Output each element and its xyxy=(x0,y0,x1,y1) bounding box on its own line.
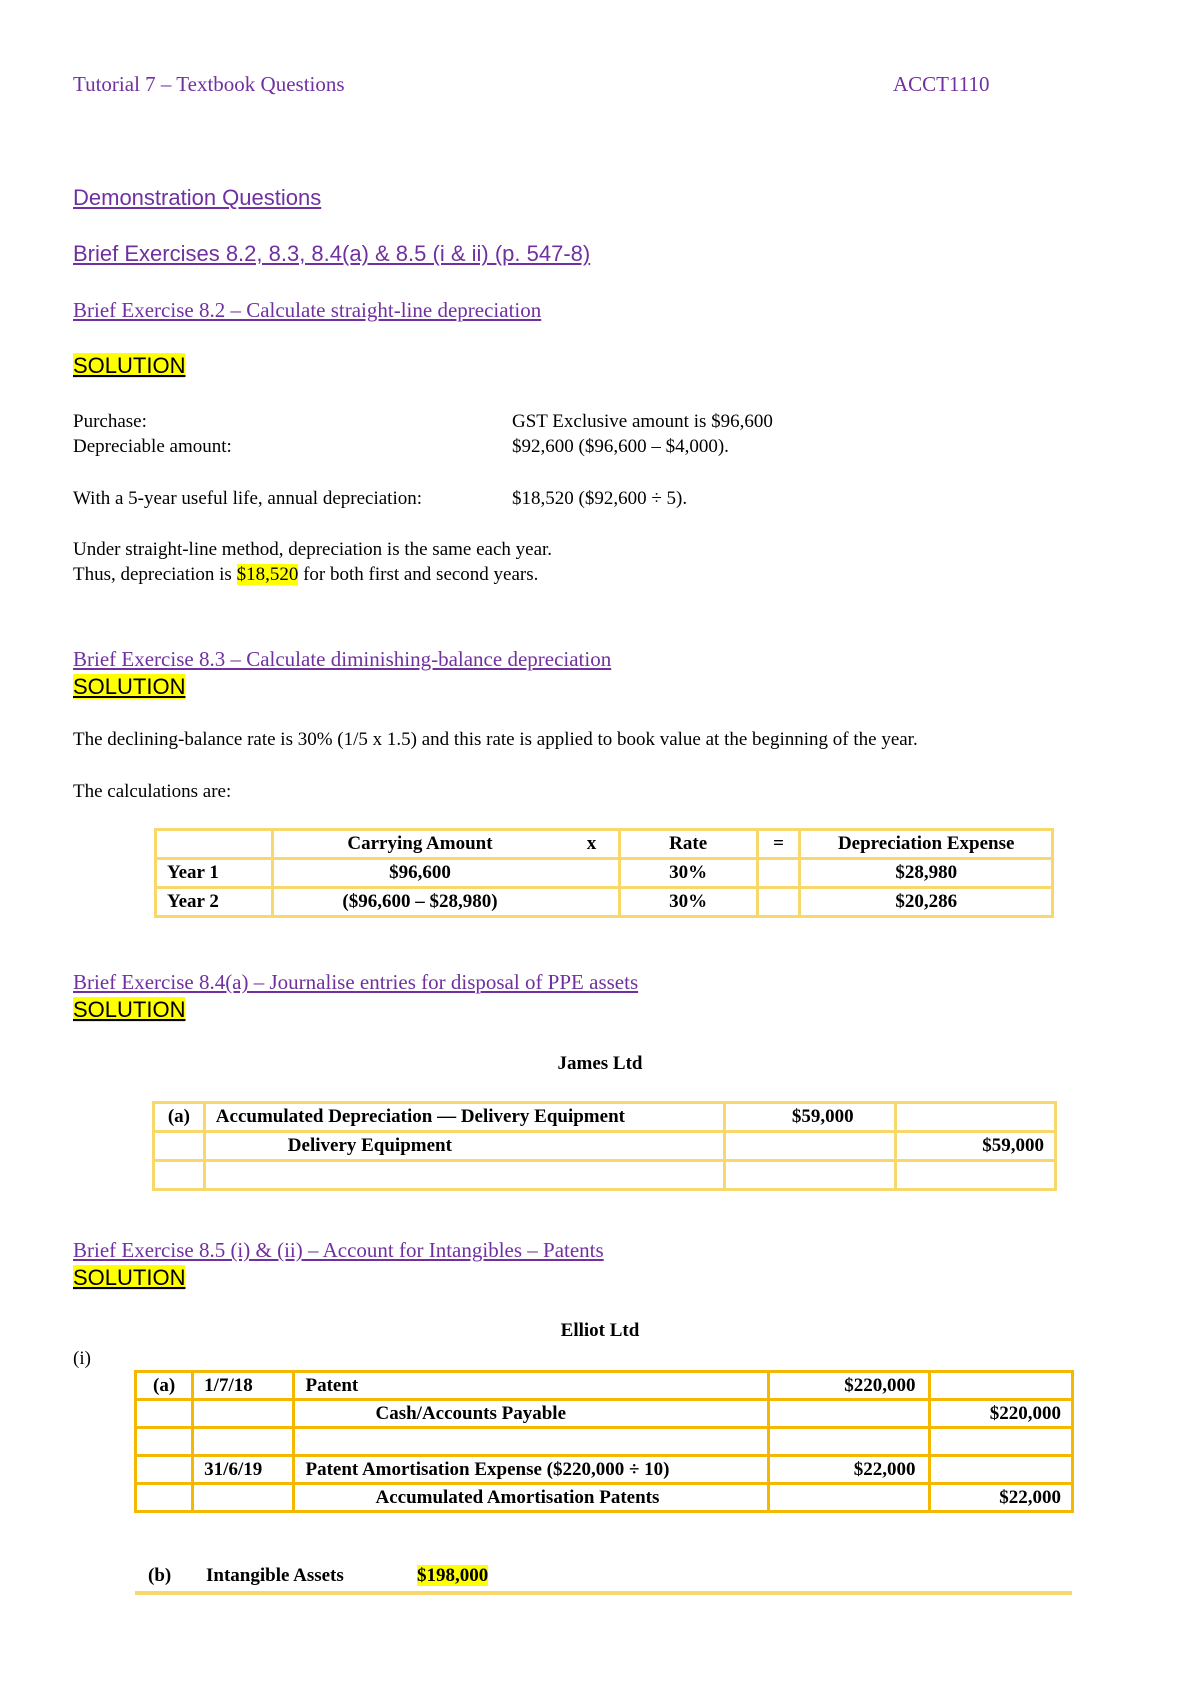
exercises-heading: Brief Exercises 8.2, 8.3, 8.4(a) & 8.5 (i & ii) (p. 547-8) xyxy=(73,241,591,266)
table-cell: $20,286 xyxy=(800,888,1053,917)
annual-depreciation-highlight: $18,520 xyxy=(236,564,299,585)
useful-life-value: $18,520 ($92,600 ÷ 5). xyxy=(512,488,688,509)
table-row xyxy=(136,1456,1073,1484)
table-cell xyxy=(724,1132,895,1161)
depreciable-value: $92,600 ($96,600 – $4,000). xyxy=(512,436,729,457)
table-cell xyxy=(895,1161,1055,1190)
table-cell xyxy=(566,888,620,917)
table-cell: $59,000 xyxy=(724,1103,895,1132)
table-cell: Patent Amortisation Expense ($220,000 ÷ 10) xyxy=(294,1456,769,1484)
table-cell xyxy=(136,1456,193,1484)
journal-table-james xyxy=(152,1101,1057,1191)
table-cell xyxy=(929,1372,1073,1400)
table-header-cell: Depreciation Expense xyxy=(800,830,1053,859)
be83-heading: Brief Exercise 8.3 – Calculate diminishing-balance depreciation xyxy=(73,647,612,671)
table-cell: 30% xyxy=(619,888,757,917)
document-title: Tutorial 7 – Textbook Questions xyxy=(73,72,345,96)
table-cell xyxy=(204,1161,724,1190)
be85-solution-label: SOLUTION xyxy=(73,1265,186,1290)
be83-solution-label: SOLUTION xyxy=(73,674,186,699)
be82-note-line1: Under straight-line method, depreciation is the same each year. xyxy=(73,539,553,560)
be82-note-line2: Thus, depreciation is $18,520 for both first and second years. xyxy=(73,564,539,585)
company-name-james: James Ltd xyxy=(557,1053,643,1074)
table-cell: ($96,600 – $28,980) xyxy=(273,888,566,917)
table-row xyxy=(136,1428,1073,1456)
table-cell: (a) xyxy=(154,1103,205,1132)
table-cell: Accumulated Depreciation — Delivery Equipment xyxy=(204,1103,724,1132)
table-row xyxy=(156,888,1053,917)
table-cell: (a) xyxy=(136,1372,193,1400)
table-header-cell: x xyxy=(566,830,620,859)
bottom-divider xyxy=(135,1591,1072,1595)
table-header-cell: Rate xyxy=(619,830,757,859)
intangible-assets-label: Intangible Assets xyxy=(206,1565,344,1586)
table-cell xyxy=(566,859,620,888)
table-cell: Year 1 xyxy=(156,859,273,888)
table-cell xyxy=(193,1428,294,1456)
table-cell: $96,600 xyxy=(273,859,566,888)
table-cell xyxy=(769,1484,930,1512)
useful-life-label: With a 5-year useful life, annual depreciation: xyxy=(73,488,423,509)
table-header-cell xyxy=(156,830,273,859)
table-cell xyxy=(193,1400,294,1428)
table-cell: Cash/Accounts Payable xyxy=(294,1400,769,1428)
table-cell xyxy=(154,1161,205,1190)
table-row xyxy=(154,1161,1056,1190)
table-cell xyxy=(294,1428,769,1456)
table-row xyxy=(136,1484,1073,1512)
table-row xyxy=(154,1103,1056,1132)
part-b-label: (b) xyxy=(148,1565,172,1586)
table-cell: $220,000 xyxy=(929,1400,1073,1428)
table-row xyxy=(156,859,1053,888)
table-cell xyxy=(929,1456,1073,1484)
table-cell xyxy=(769,1400,930,1428)
be83-calc-text: The calculations are: xyxy=(73,781,232,802)
depreciation-table xyxy=(154,828,1054,918)
table-cell: 31/6/19 xyxy=(193,1456,294,1484)
demo-heading: Demonstration Questions xyxy=(73,185,322,210)
table-cell: $28,980 xyxy=(800,859,1053,888)
table-cell xyxy=(757,859,800,888)
part-i-label: (i) xyxy=(73,1348,91,1369)
table-cell: 1/7/18 xyxy=(193,1372,294,1400)
intangible-assets-value: $198,000 xyxy=(417,1565,489,1586)
table-header-cell: = xyxy=(757,830,800,859)
table-cell xyxy=(724,1161,895,1190)
be85-heading: Brief Exercise 8.5 (i) & (ii) – Account for Intangibles – Patents xyxy=(73,1238,604,1262)
be82-heading: Brief Exercise 8.2 – Calculate straight-line depreciation xyxy=(73,298,542,322)
table-header-cell: Carrying Amount xyxy=(273,830,566,859)
be84-solution-label: SOLUTION xyxy=(73,997,186,1022)
table-cell xyxy=(929,1428,1073,1456)
table-cell: Year 2 xyxy=(156,888,273,917)
table-cell: $220,000 xyxy=(769,1372,930,1400)
journal-table-elliot xyxy=(134,1370,1074,1513)
table-cell: Delivery Equipment xyxy=(204,1132,724,1161)
table-header-row xyxy=(156,830,1053,859)
company-name-elliot: Elliot Ltd xyxy=(560,1320,640,1341)
table-row xyxy=(136,1400,1073,1428)
table-cell xyxy=(757,888,800,917)
be83-rate-text: The declining-balance rate is 30% (1/5 x 1.5) and this rate is applied to book value at the beginning of the year. xyxy=(73,729,918,750)
depreciable-label: Depreciable amount: xyxy=(73,436,232,457)
table-row xyxy=(154,1132,1056,1161)
table-cell: Patent xyxy=(294,1372,769,1400)
table-cell xyxy=(769,1428,930,1456)
course-code: ACCT1110 xyxy=(893,72,990,96)
table-cell: 30% xyxy=(619,859,757,888)
table-row xyxy=(136,1372,1073,1400)
be84-heading: Brief Exercise 8.4(a) – Journalise entries for disposal of PPE assets xyxy=(73,970,639,994)
be82-solution-label: SOLUTION xyxy=(73,353,186,378)
table-cell xyxy=(193,1484,294,1512)
table-cell: $59,000 xyxy=(895,1132,1055,1161)
table-cell: Accumulated Amortisation Patents xyxy=(294,1484,769,1512)
table-cell xyxy=(136,1484,193,1512)
table-cell: $22,000 xyxy=(929,1484,1073,1512)
purchase-label: Purchase: xyxy=(73,411,147,432)
table-cell xyxy=(136,1428,193,1456)
purchase-value: GST Exclusive amount is $96,600 xyxy=(512,411,773,432)
table-cell xyxy=(136,1400,193,1428)
table-cell xyxy=(895,1103,1055,1132)
table-cell xyxy=(154,1132,205,1161)
table-cell: $22,000 xyxy=(769,1456,930,1484)
